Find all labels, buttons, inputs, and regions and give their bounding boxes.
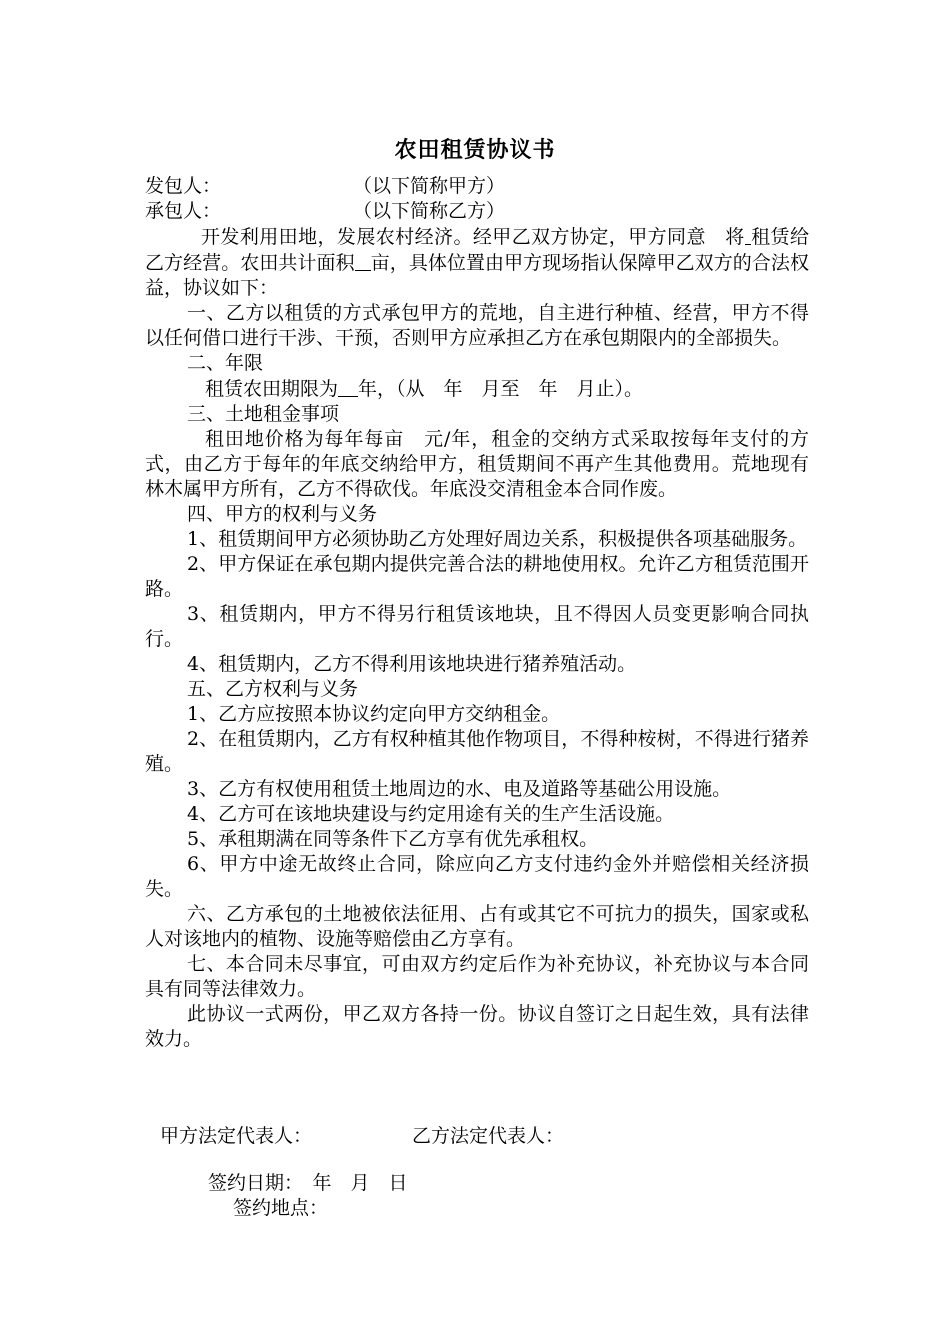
party-b-line [145, 199, 809, 224]
b-rights-item: 3、乙方有权使用租赁土地周边的水、电及道路等基础公用设施。 [187, 778, 732, 800]
intro-text-1: 开发利用田地，发展农村经济。经甲乙双方协定，甲方同意 将 [201, 226, 745, 248]
signature-party-b: 乙方法定代表人： [412, 1125, 565, 1147]
a-rights-item: 1、租赁期间甲方必须协助乙方处理好周边关系，积极提供各项基础服务。 [187, 528, 808, 550]
intro-text-2: 租赁给乙方经营。农田共计面积 [145, 226, 809, 274]
b-rights-item: 4、乙方可在该地块建设与约定用途有关的生产生活设施。 [187, 803, 675, 825]
intro-text-3: 亩，具体位置由甲方现场指认保障甲乙双方的合法权益，协议如下： [145, 252, 809, 299]
clause-1: 一、乙方以租赁的方式承包甲方的荒地，自主进行种植、经营，甲方不得以任何借口进行干涉、干预，否则甲方应承担乙方在承包期限内的全部损失。 [145, 302, 809, 349]
clause-6: 六、乙方承包的土地被依法征用、占有或其它不可抗力的损失，国家或私人对该地内的植物、设施等赔偿由乙方享有。 [145, 903, 809, 950]
section-5-title: 五、乙方权利与义务 [187, 678, 359, 700]
party-b-note: （以下简称乙方） [353, 200, 506, 222]
party-b-label: 承包人： [145, 200, 222, 222]
signing-place: 签约地点： [233, 1197, 329, 1219]
clause-7: 七、本合同未尽事宜，可由双方约定后作为补充协议，补充协议与本合同具有同等法律效力。 [145, 953, 809, 1000]
term-line [145, 376, 809, 402]
b-rights-item: 5、承租期满在同等条件下乙方享有优先承租权。 [187, 828, 599, 850]
party-a-label: 发包人： [145, 175, 222, 197]
a-rights-item: 2、甲方保证在承包期内提供完善合法的耕地使用权。允许乙方租赁范围开路。 [145, 553, 809, 600]
document-body [145, 174, 809, 1052]
blank-years [338, 376, 358, 397]
blank-area [355, 250, 371, 271]
closing-paragraph: 此协议一式两份，甲乙双方各持一份。协议自签订之日起生效，具有法律效力。 [145, 1003, 809, 1050]
term-text-1: 租赁农田期限为 [205, 378, 339, 400]
document-title: 农田租赁协议书 [394, 137, 556, 163]
section-3-title: 三、土地租金事项 [187, 403, 340, 425]
a-rights-item: 4、租赁期内，乙方不得利用该地块进行猪养殖活动。 [187, 653, 637, 675]
signature-party-a: 甲方法定代表人： [160, 1125, 313, 1147]
b-rights-item: 1、乙方应按照本协议约定向甲方交纳租金。 [187, 703, 561, 725]
intro-paragraph [145, 224, 809, 301]
party-a-note: （以下简称甲方） [353, 175, 506, 197]
signing-date: 签约日期： 年 月 日 [208, 1172, 408, 1194]
b-rights-item: 6、甲方中途无故终止合同，除应向乙方支付违约金外并赔偿相关经济损失。 [145, 853, 809, 900]
b-rights-item: 2、在租赁期内，乙方有权种植其他作物项目，不得种桉树，不得进行猪养殖。 [145, 728, 809, 775]
term-text-2: 年，（从 年 月至 年 月止）。 [358, 378, 644, 400]
section-4-title: 四、甲方的权利与义务 [187, 503, 378, 525]
a-rights-item: 3、租赁期内，甲方不得另行租赁该地块，且不得因人员变更影响合同执行。 [145, 603, 809, 650]
party-a-line [145, 174, 809, 199]
section-2-title: 二、年限 [187, 352, 264, 374]
rent-paragraph: 租田地价格为每年每亩 元/年，租金的交纳方式采取按每年支付的方式，由乙方于每年的年底交纳给甲方，租赁期间不再产生其他费用。荒地现有林木属甲方所有，乙方不得砍伐。年底没交清租金本合同作废。 [145, 428, 809, 500]
